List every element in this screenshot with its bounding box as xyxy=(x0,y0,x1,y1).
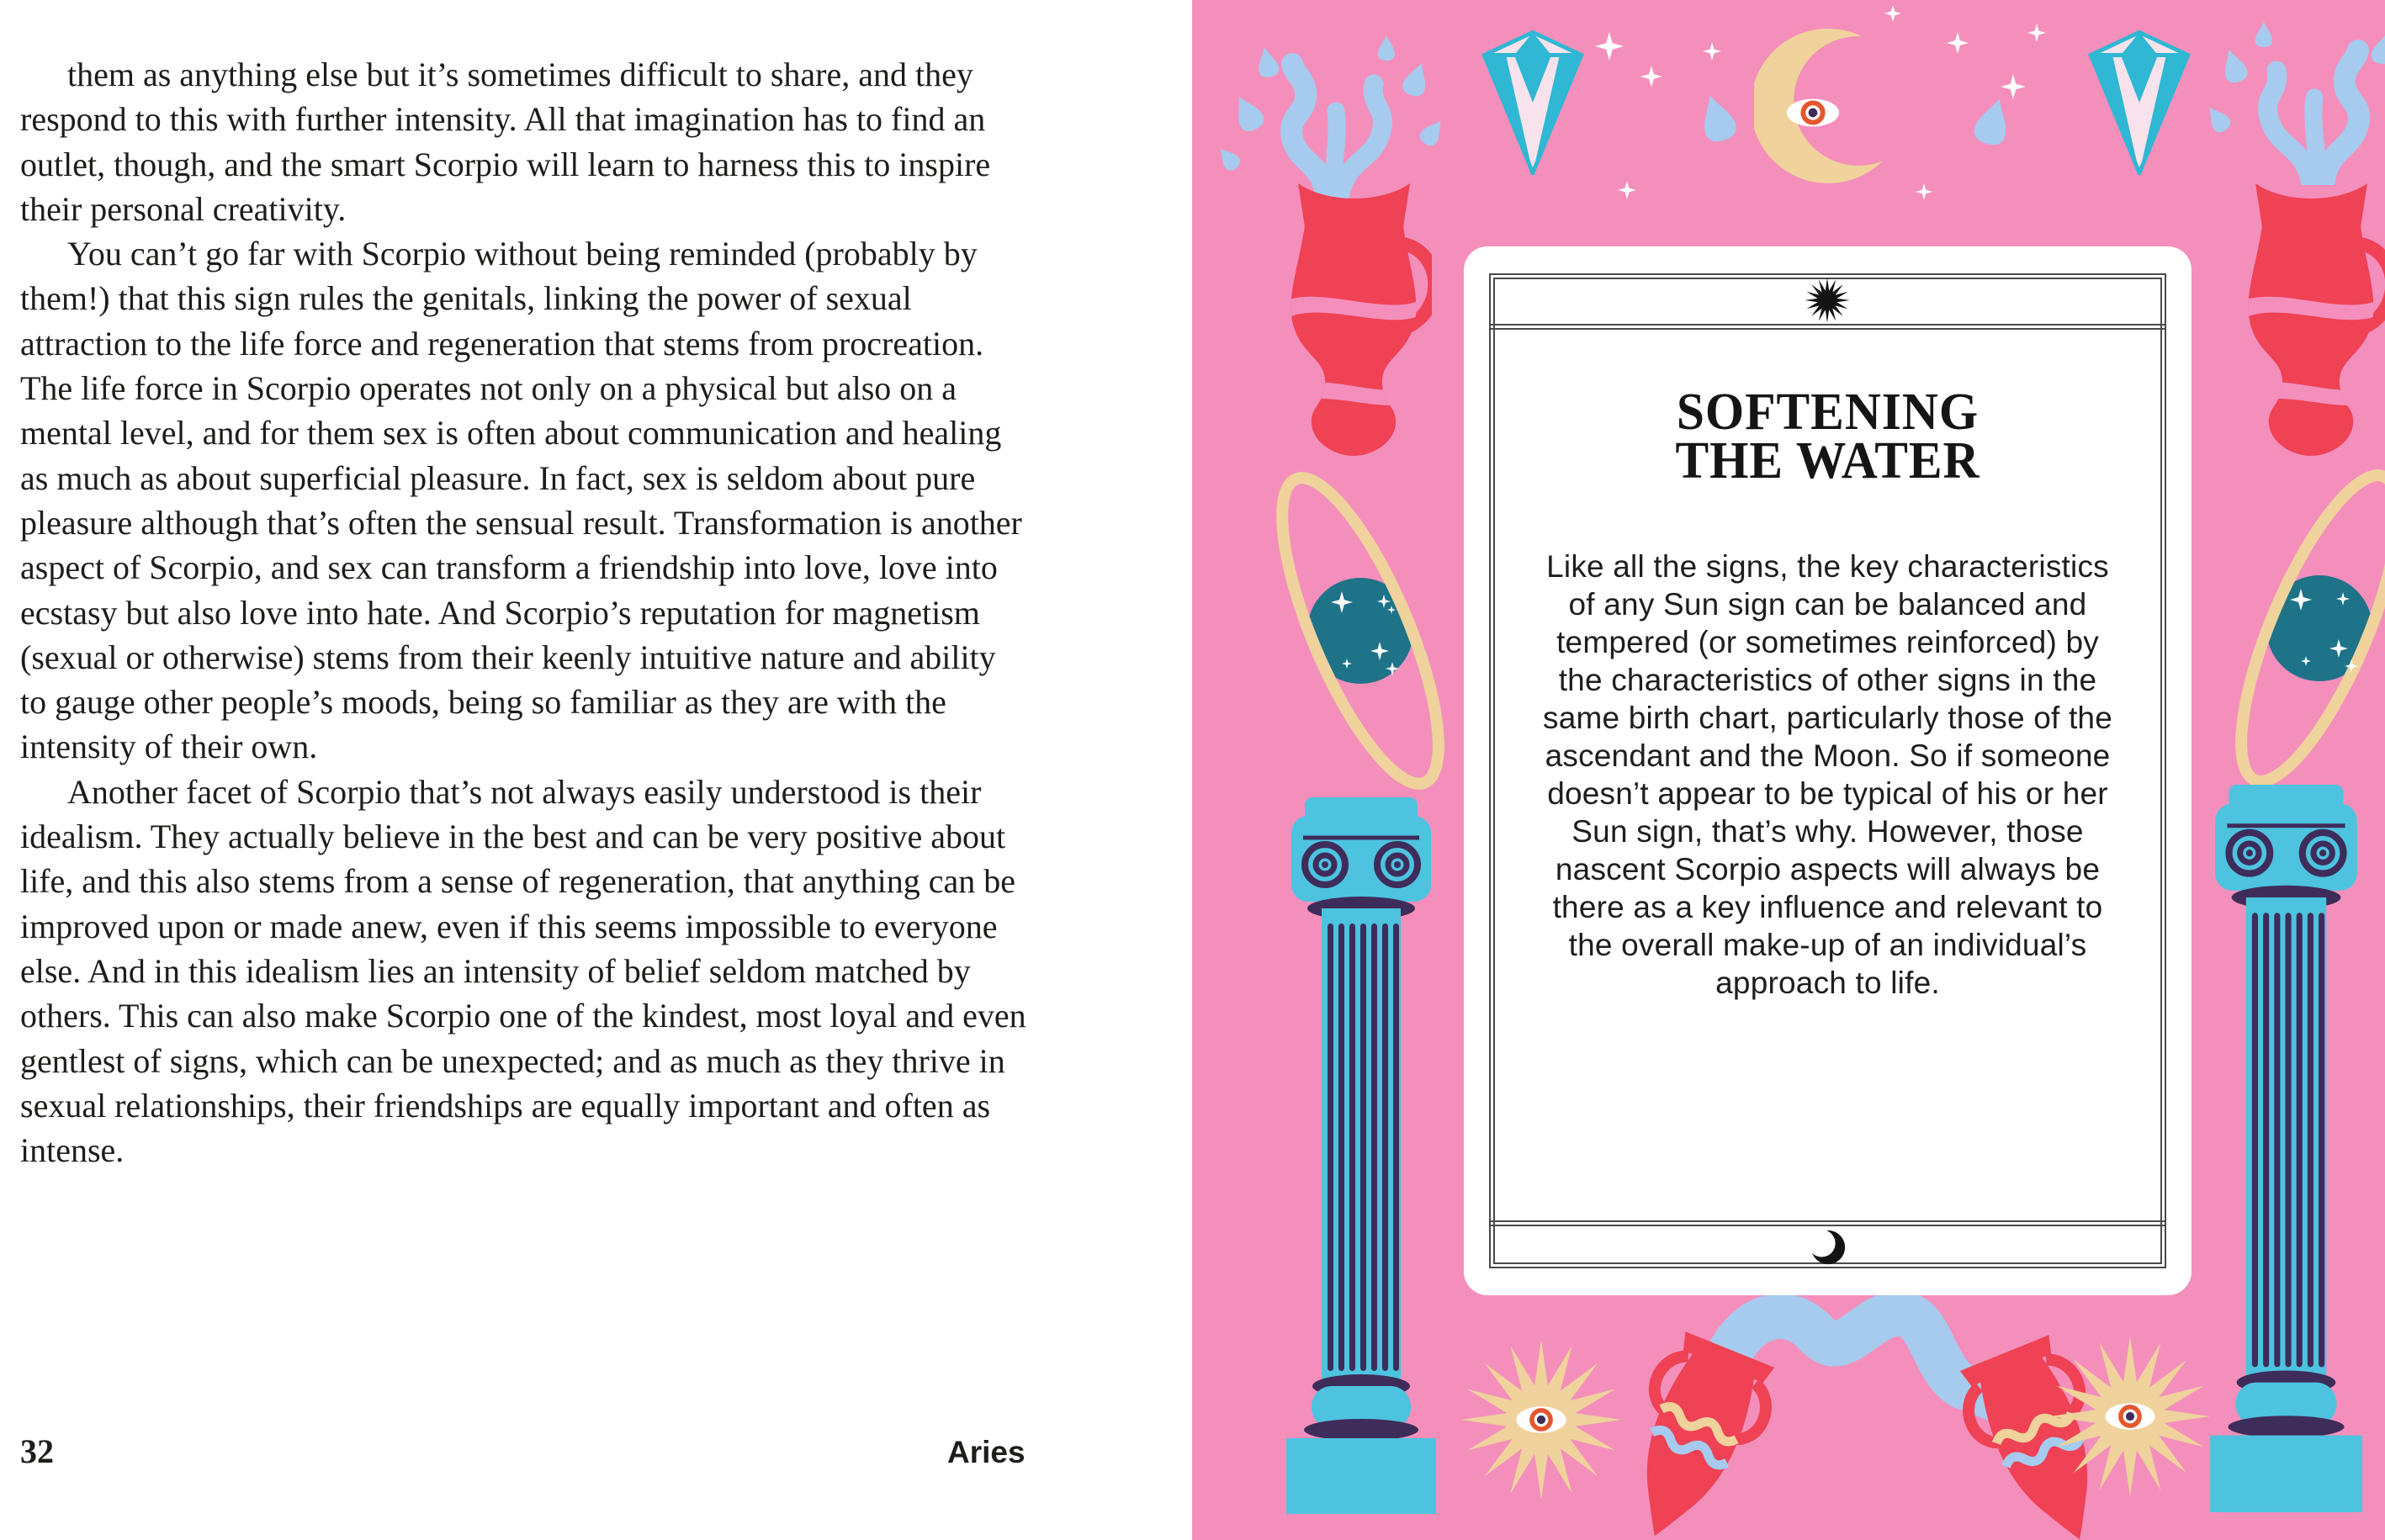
running-footer: Aries xyxy=(947,1435,1026,1469)
paragraph: You can’t go far with Scorpio without being reminded (probably by them!) that this sign rules the genitals, linking the power of sexual attraction to the life force and regeneration that stems from procreation. The life force in Scorpio operates not only on a physical but also on a mental level, and for them sex is often about communication and healing as much as about superficial pleasure. In fact, sex is seldom about pure pleasure although that’s often the sensual result. Transformation is another aspect of Scorpio, and sex can transform a friendship into love, love into ecstasy but also love into hate. And Scorpio’s reputation for magnetism (sexual or otherwise) stems from their keenly intuitive nature and ability to gauge other people’s moods, being so familiar as they are with the intensity of their own. xyxy=(20,235,1022,766)
sparkle-star-icon xyxy=(2001,74,2026,99)
water-splash-icon xyxy=(1213,30,1457,198)
vase-icon xyxy=(1276,178,1432,460)
ionic-column-icon xyxy=(2204,785,2368,1512)
diamond-icon xyxy=(1478,30,1587,175)
diamond-icon xyxy=(2085,30,2194,175)
crescent-moon-eye-icon xyxy=(1754,24,1905,188)
card-title-line1: SOFTENING xyxy=(1676,384,1980,441)
ringed-planet-icon xyxy=(1259,458,1461,803)
water-drop-icon xyxy=(1971,94,2015,148)
card-body-text: Like all the signs, the key characteristics of any Sun sign can be balanced and tempered (or sometimes reinforced) by the characteristics of other signs in the same birth chart, particularly those of the ascendant and the Moon. So if someone doesn’t appear to be typical of his or her Sun sign, that’s why. However, those nascent Scorpio aspects will always be there as a key influence and relevant to the overall make-up of an individual’s approach to life. xyxy=(1543,549,2112,1000)
paragraph: them as anything else but it’s sometimes difficult to share, and they respond to this with further intensity. All that imagination has to find an outlet, though, and the smart Scorpio will learn to harness this to inspire their personal creativity. xyxy=(20,56,991,228)
sparkle-star-icon xyxy=(1947,32,1969,54)
sun-eye-icon xyxy=(1457,1336,1625,1504)
water-splash-icon xyxy=(2193,17,2385,185)
card-header-rule xyxy=(1489,324,2166,330)
right-page xyxy=(1192,0,2385,1540)
sparkle-star-icon xyxy=(1703,42,1721,61)
sunburst-icon xyxy=(1804,277,1851,324)
sparkle-star-icon xyxy=(1618,181,1636,199)
sun-eye-icon xyxy=(2046,1332,2214,1500)
eye-icon xyxy=(1787,99,1839,127)
vase-icon xyxy=(2234,178,2385,460)
crescent-moon-icon xyxy=(1809,1228,1847,1267)
eye-icon xyxy=(1516,1406,1566,1432)
ionic-column-icon xyxy=(1281,797,1441,1514)
sparkle-star-icon xyxy=(1640,66,1662,87)
card-title xyxy=(1478,384,2176,490)
sparkle-star-icon xyxy=(2027,24,2046,42)
left-page xyxy=(0,0,1192,1540)
water-drop-icon xyxy=(1694,90,1739,145)
sparkle-star-icon xyxy=(1595,32,1624,61)
page-number: 32 xyxy=(20,1432,54,1470)
sparkle-star-icon xyxy=(1916,183,1932,200)
eye-icon xyxy=(2105,1403,2154,1429)
paragraph: Another facet of Scorpio that’s not always easily understood is their idealism. They actually believe in the best and can be very positive about life, and this also stems from a sense of regeneration, that anything can be improved upon or made anew, even if this seems impossible to everyone else. And in this idealism lies an intensity of belief seldom matched by others. This can also make Scorpio one of the kindest, most loyal and even gentlest of signs, which can be unexpected; and as much as they thrive in sexual relationships, their friendships are equally important and often as intense. xyxy=(20,772,1026,1170)
sparkle-star-icon xyxy=(1884,5,1901,22)
ringed-planet-icon xyxy=(2218,456,2385,801)
card-title-line2: THE WATER xyxy=(1675,432,1980,490)
card-footer-rule xyxy=(1489,1220,2166,1226)
body-text xyxy=(20,52,1026,1172)
info-card xyxy=(1464,246,2192,1295)
